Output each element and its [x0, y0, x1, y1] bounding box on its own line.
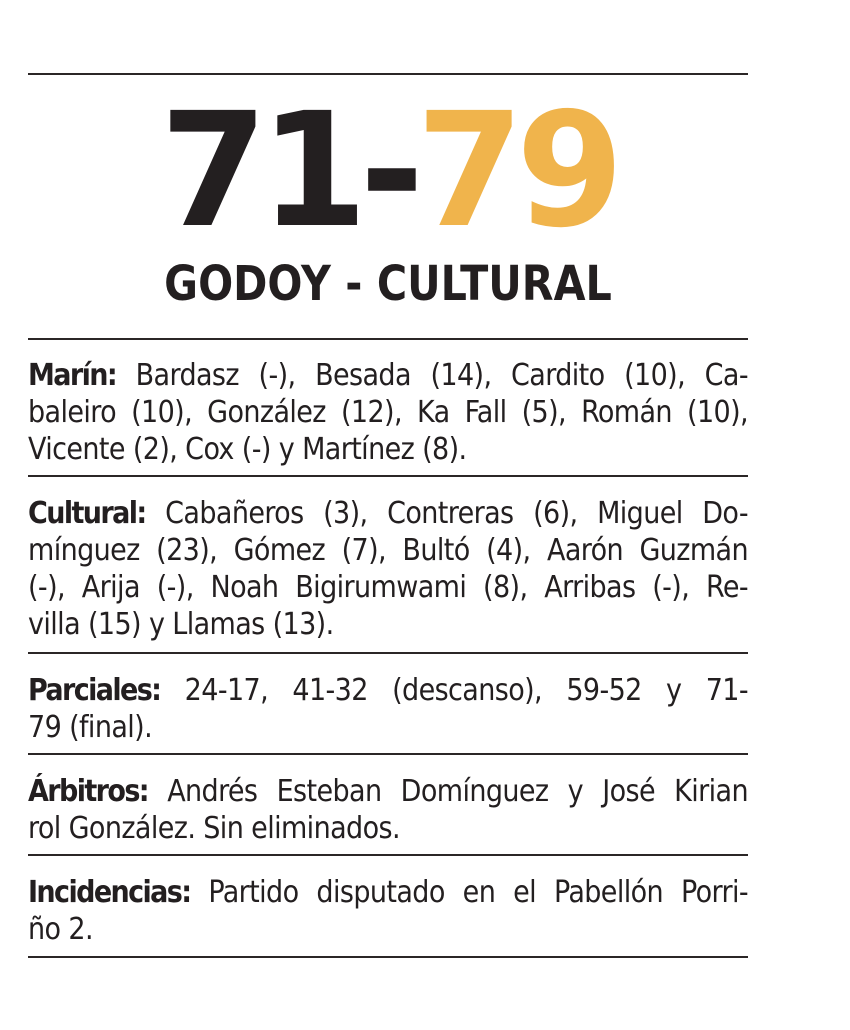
home-score: 71: [159, 79, 360, 263]
cultural-lineup: [28, 495, 748, 643]
text-line: rol González. Sin eliminados.: [28, 811, 400, 846]
section-divider: [28, 753, 748, 755]
top-divider: [28, 73, 748, 75]
away-score: 79: [416, 79, 617, 263]
section-label: Incidencias:: [28, 875, 191, 910]
marin-lineup: [28, 357, 748, 468]
section-label: Cultural:: [28, 496, 146, 531]
score-separator: -: [359, 79, 417, 263]
partial-scores: [28, 672, 748, 746]
text-line: Vicente (2), Cox (-) y Martínez (8).: [28, 432, 467, 467]
text-line: [28, 495, 748, 532]
text-line: ño 2.: [28, 912, 93, 947]
text-line: 79 (final).: [28, 710, 153, 745]
text-line: (-), Arija (-), Noah Bigirumwami (8), Arribas (-), Re-: [28, 570, 748, 605]
section-text: Bardasz (-), Besada (14), Cardito (10), Ca-: [116, 358, 748, 393]
section-text: Partido disputado en el Pabellón Porri-: [190, 875, 748, 910]
final-score: [8, 79, 768, 263]
section-divider: [28, 854, 748, 856]
section-text: Andrés Esteban Domínguez y José Kirian: [148, 774, 748, 809]
section-label: Marín:: [28, 358, 117, 393]
teams-heading: GODOY - CULTURAL: [164, 256, 612, 312]
section-label: Parciales:: [28, 673, 161, 708]
bottom-divider: [28, 956, 748, 958]
text-line: [28, 357, 748, 394]
section-text: 24-17, 41-32 (descanso), 59-52 y 71-: [160, 673, 748, 708]
section-divider: [28, 475, 748, 477]
text-line: [28, 874, 748, 911]
text-line: [28, 672, 748, 709]
text-line: villa (15) y Llamas (13).: [28, 607, 334, 642]
header-divider: [28, 338, 748, 340]
text-line: mínguez (23), Gómez (7), Bultó (4), Aarón Guzmán: [28, 533, 748, 568]
incidents: [28, 874, 748, 948]
section-label: Árbitros:: [28, 774, 148, 809]
text-line: [28, 773, 748, 810]
referees: [28, 773, 748, 847]
text-line: baleiro (10), González (12), Ka Fall (5), Román (10),: [28, 395, 748, 430]
section-divider: [28, 652, 748, 654]
section-text: Cabañeros (3), Contreras (6), Miguel Do-: [145, 496, 748, 531]
